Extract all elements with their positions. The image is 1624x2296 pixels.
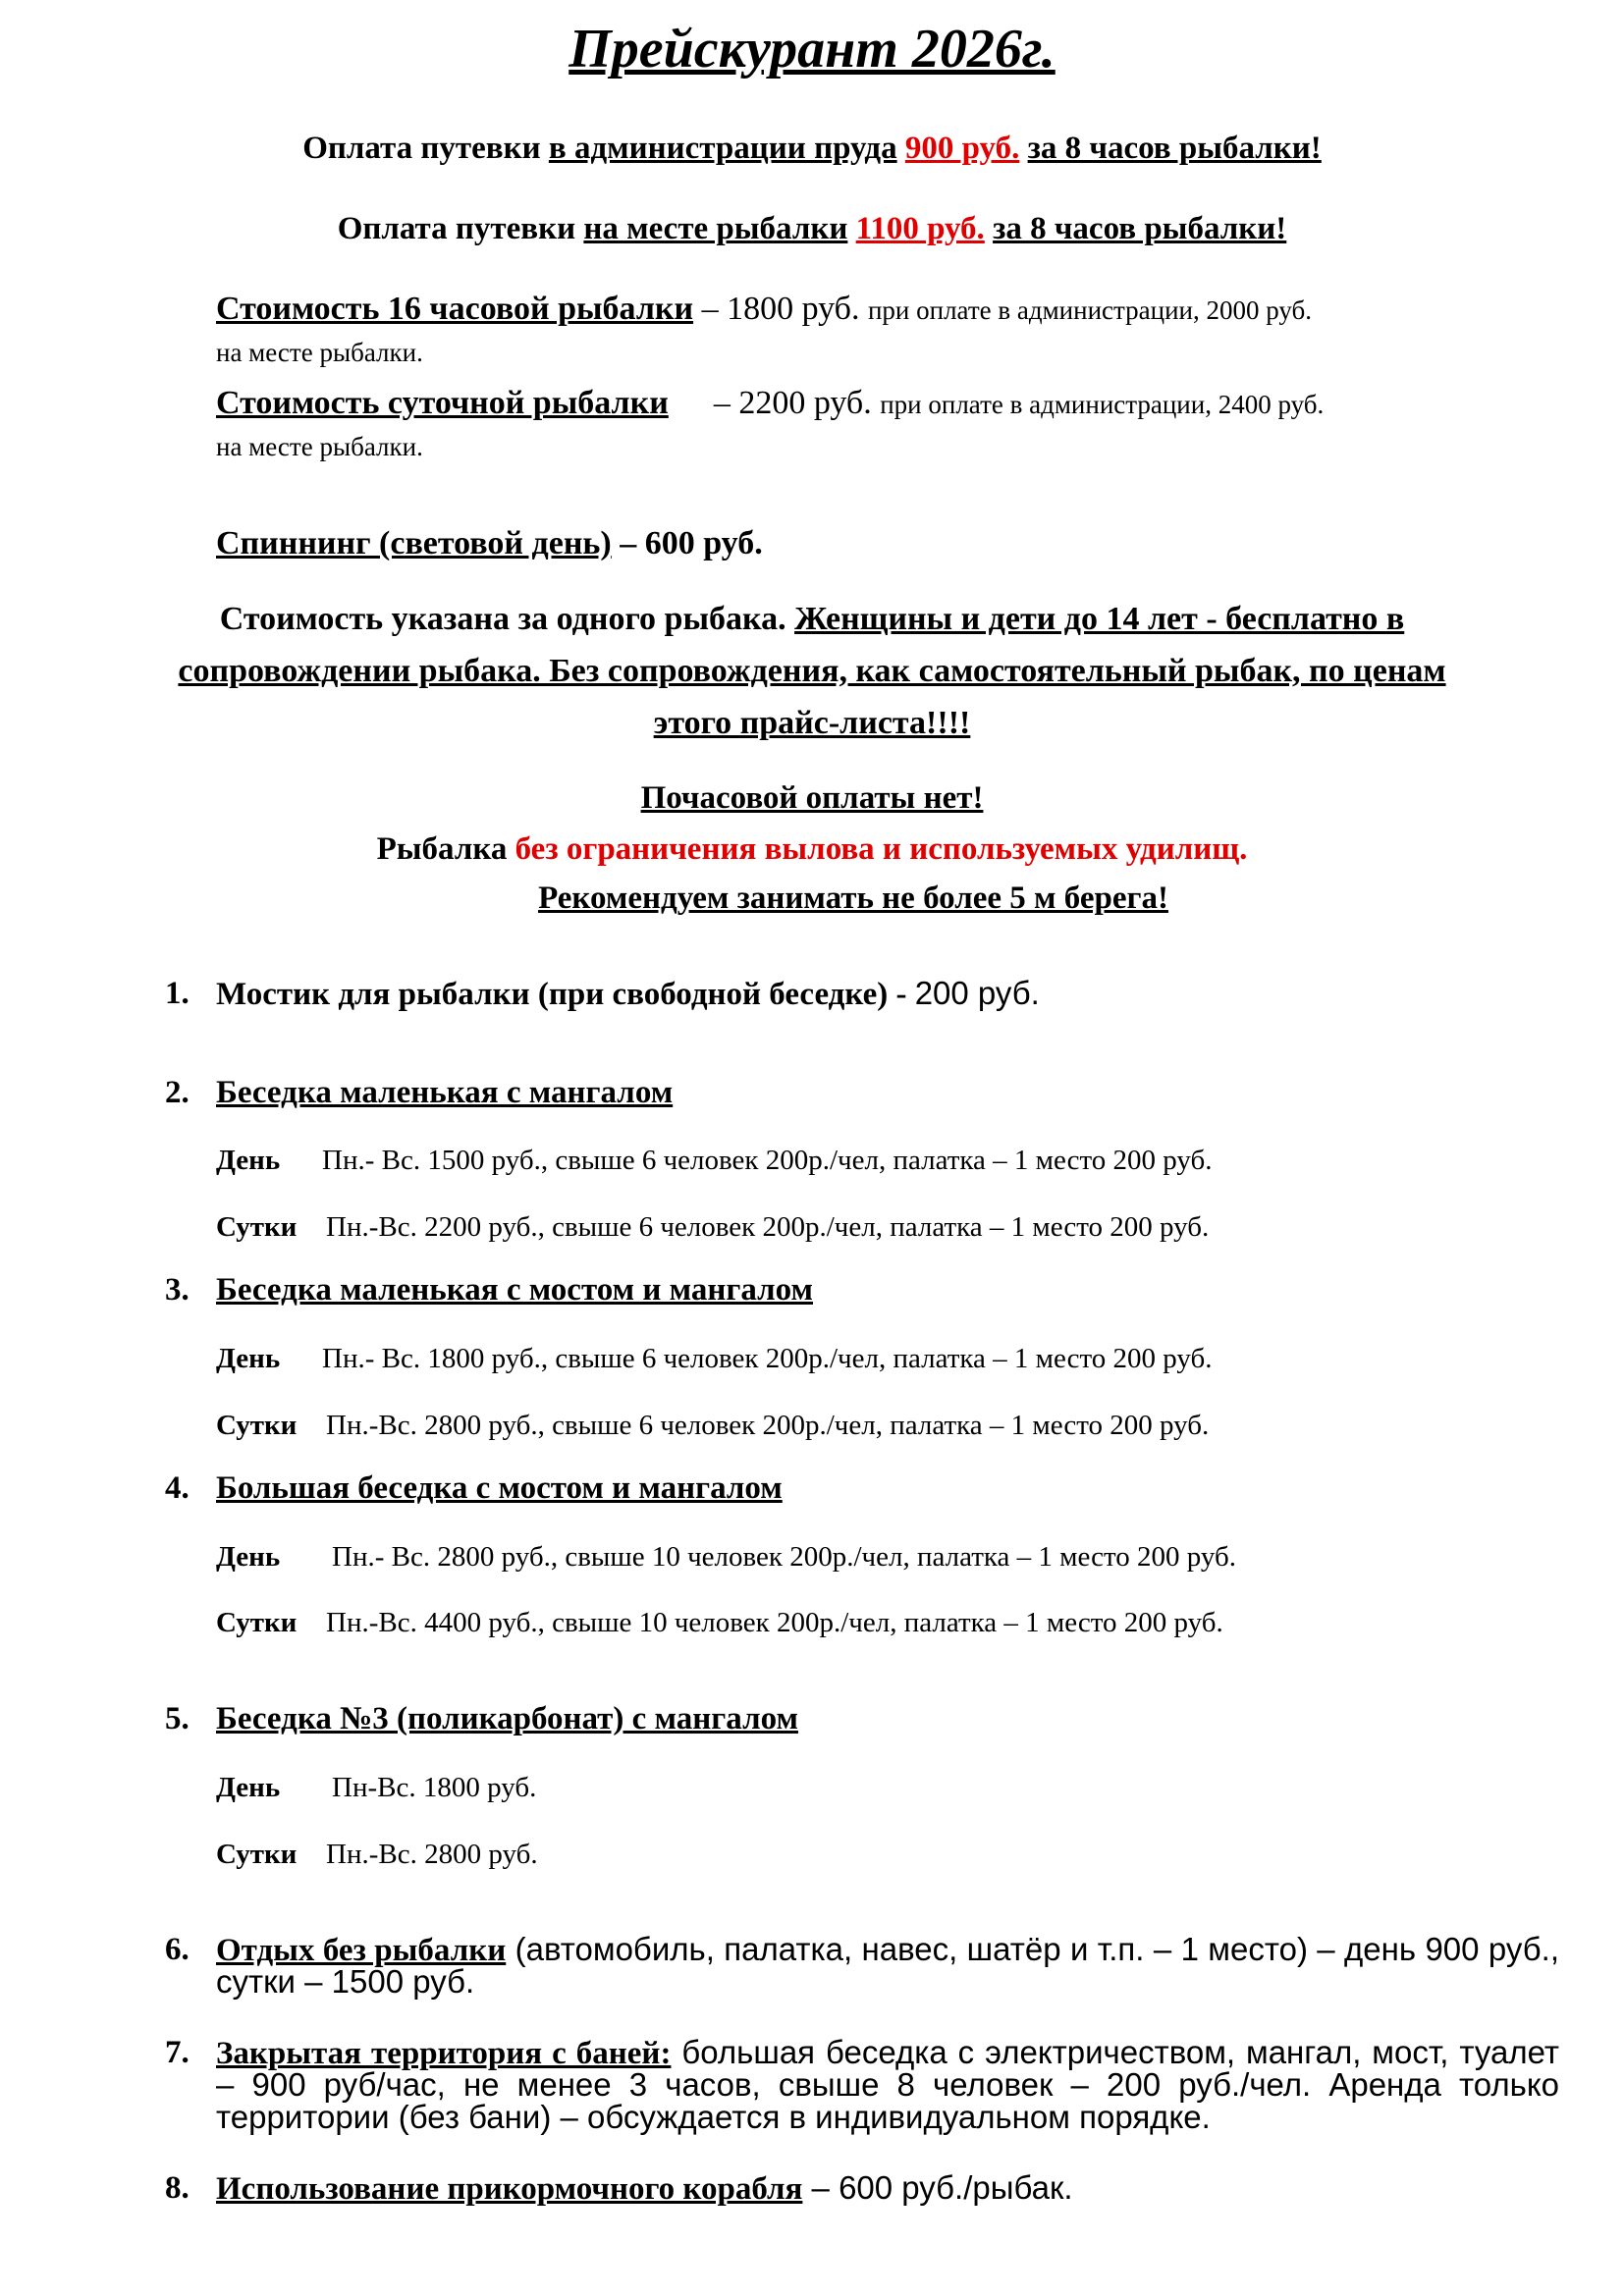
rule-shore: Рекомендуем занимать не более 5 м берега! [538,881,1168,916]
cost-16-hours: Стоимость 16 часовой рыбалки – 1800 руб. при оплате в администрации, 2000 руб. на месте рыбалки. [216,291,1312,367]
price-list-page: Прейскурант 2026г. Оплата путевки в администрации пруда 900 руб. за 8 часов рыбалки! Оплата путевки на месте рыбалки 1100 руб. за 8 часов рыбалки! Стоимость 16 часовой рыбалки – 1800 руб. при оплате в администрации, 2000 руб. на месте рыбалки. Стоимость суточной рыбалки – 2200 руб. при оплате в администрации, 2400 руб. на месте рыбалки. Спиннинг (световой день) – 600 руб. Стоимость указана за одного рыбака. Женщины и дети до 14 лет - бесплатно в сопровождении рыбака. Без сопровождения, как самостоятельный рыбак, по ценам этого прайс-листа!!!! Почасовой оплаты нет! Рыбалка без ограничения вылова и используемых удилищ. Рекомендуем занимать не более 5 м берега! 1. Мостик для рыбалки (при свободной беседке) - 200 руб. 2. Беседка маленькая с мангалом День Пн.- Вс. 1500 руб., свыше 6 человек 200р./чел, палатка – 1 место 200 руб. Сутки Пн.-Вс. 2200 руб., свыше 6 человек 200р./чел, палатка – 1 место 200 руб. 3. Беседка маленькая с мостом и мангалом День Пн.- Вс. 1800 руб., свыше 6 человек 200р./чел, палатка – 1 место 200 руб. Сутки Пн.-Вс. 2800 руб., свыше 6 человек 200р./чел, палатка – 1 место 200 руб. 4. Большая беседка с мостом и мангалом День Пн.- Вс. 2800 руб., свыше 10 человек 200р./чел, палатка – 1 место 200 руб. Сутки Пн.-Вс. 4400 руб., свыше 10 человек 200р./чел, палатка – 1 место 200 руб. 5. Беседка №3 (поликарбонат) с мангалом День Пн-Вс. 1800 руб. Сутки Пн.-Вс. 2800 руб. 6. Отдых без рыбалки (автомобиль, палатка, навес, шатёр и т.п. – 1 место) – день 900 руб., сутки – 1500 руб. 7. Закрытая территория с баней: большая беседка с электричеством, мангал, мост, туалет – 900 руб/час, не менее 3 часов, свыше 8 человек – 200 руб./чел. Аренда только территории (без бани) – обсуждается в индивидуальном порядке. 8. Использование прикормочного корабля – 600 руб./рыбак. [0,0,1624,2296]
table-row: День Пн-Вс. 1800 руб. [216,1772,537,1803]
page-title: Прейскурант 2026г. [568,19,1056,80]
table-row: Сутки Пн.-Вс. 2200 руб., свыше 6 человек 200р./чел, палатка – 1 место 200 руб. [216,1211,1210,1243]
cost-spinning: Спиннинг (световой день) – 600 руб. [216,525,763,561]
intro-line-onsite: Оплата путевки на месте рыбалки 1100 руб. за 8 часов рыбалки! [337,211,1287,246]
table-row: Сутки Пн.-Вс. 2800 руб. [216,1839,538,1870]
intro-line-admin: Оплата путевки в администрации пруда 900 руб. за 8 часов рыбалки! [302,131,1322,166]
table-row: День Пн.- Вс. 1500 руб., свыше 6 человек 200р./чел, палатка – 1 место 200 руб. [216,1145,1213,1176]
table-row: Сутки Пн.-Вс. 2800 руб., свыше 6 человек 200р./чел, палатка – 1 место 200 руб. [216,1410,1210,1441]
table-row: День Пн.- Вс. 1800 руб., свыше 6 человек 200р./чел, палатка – 1 место 200 руб. [216,1343,1213,1374]
cost-daily: Стоимость суточной рыбалки – 2200 руб. при оплате в администрации, 2400 руб. на месте рыбалки. [216,385,1325,461]
cost-16-label: Стоимость 16 часовой рыбалки [216,291,694,327]
notice-paragraph: Стоимость указана за одного рыбака. Женщины и дети до 14 лет - бесплатно в сопровождении рыбака. Без сопровождения, как самостоятельный рыбак, по ценам этого прайс-листа!!!! [178,601,1446,741]
table-row: День Пн.- Вс. 2800 руб., свыше 10 человек 200р./чел, палатка – 1 место 200 руб. [216,1541,1237,1573]
rule-unlimited: Рыбалка без ограничения вылова и используемых удилищ. [376,831,1248,867]
table-row: Сутки Пн.-Вс. 4400 руб., свыше 10 человек 200р./чел, палатка – 1 место 200 руб. [216,1607,1223,1638]
cost-daily-label: Стоимость суточной рыбалки [216,385,669,421]
rule-no-hourly: Почасовой оплаты нет! [640,780,984,816]
